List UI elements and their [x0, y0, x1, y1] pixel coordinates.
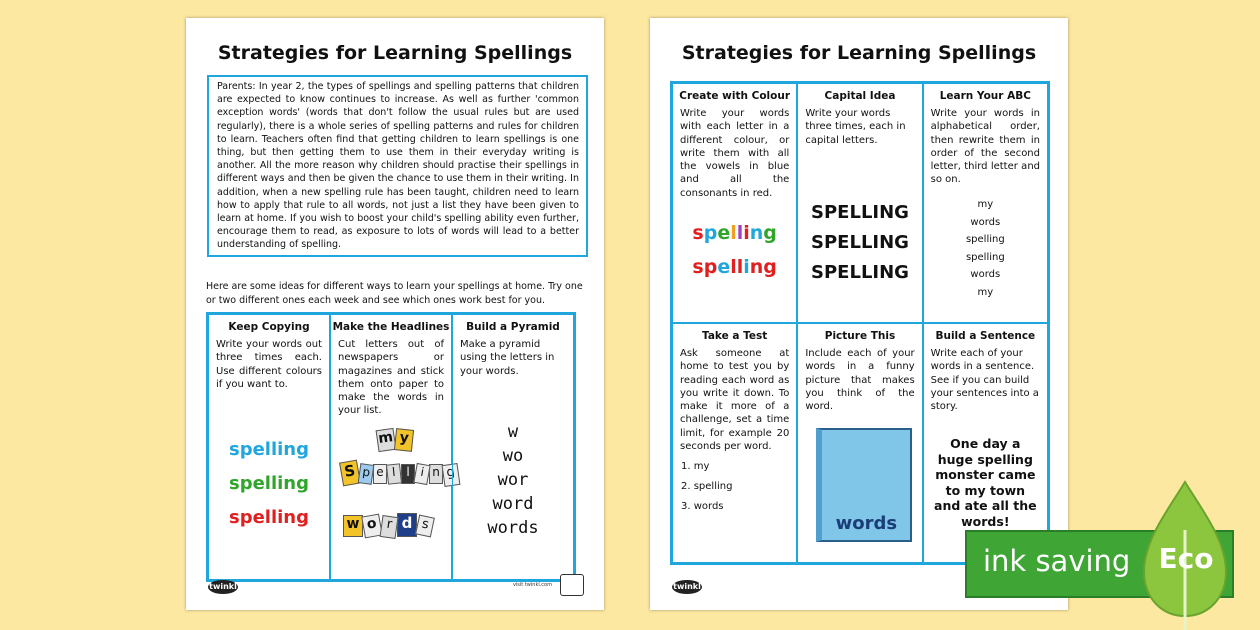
cutout-letter: g [442, 463, 461, 487]
spelling-word: spelling [228, 473, 309, 494]
sentence-text: Write each of your words in a sentence. See if you can build your sentences into a story. [930, 348, 1039, 413]
ideas-paragraph: Here are some ideas for different ways to learn your spellings at home. Try one or two different ones each week and see which ones work best for you. [206, 281, 583, 306]
cutout-letter: w [343, 515, 363, 537]
rainbow-letter: i [743, 222, 750, 244]
capital-idea-cell [797, 83, 922, 323]
rainbow-letter: l [730, 222, 737, 244]
pyramid-row: wor [497, 470, 529, 490]
strategies-grid-2 [670, 81, 1050, 565]
pyramid-text: Make a pyramid using the letters in your words. [460, 339, 555, 377]
pyramid-row: words [487, 518, 539, 538]
vowel-consonant-spelling-word [673, 256, 796, 278]
book-illustration [816, 428, 912, 542]
vc-letter: n [749, 256, 764, 278]
vc-letter: s [692, 256, 704, 278]
abc-word: words [970, 216, 1001, 228]
keep-copying-cell [208, 314, 330, 580]
cutout-letter: d [397, 513, 417, 537]
spelling-word: spelling [228, 507, 309, 528]
capital-text: Write your words three times, each in capital letters. [805, 108, 906, 146]
rainbow-spelling-word [673, 222, 796, 244]
capital-word: SPELLING [811, 232, 909, 253]
cutout-letter: s [415, 515, 435, 538]
worksheet-page-1 [186, 18, 604, 610]
rainbow-letter: s [692, 222, 704, 244]
test-list-item: 3. words [681, 501, 724, 513]
rainbow-letter: g [763, 222, 777, 244]
abc-heading: Learn Your ABC [939, 90, 1031, 102]
test-list-item: 1. my [681, 461, 710, 473]
build-a-sentence-cell [923, 323, 1048, 563]
page-title: Strategies for Learning Spellings [681, 42, 1037, 64]
cutout-letter: y [394, 428, 414, 452]
worksheet-page-2 [650, 18, 1068, 610]
vc-letter: l [730, 256, 737, 278]
abc-word: my [977, 199, 994, 210]
cutout-letter: S [339, 460, 361, 487]
test-list-item: 2. spelling [681, 481, 733, 493]
vc-letter: l [736, 256, 744, 278]
cutout-letter: m [376, 428, 397, 452]
test-text: Ask someone at home to test you by reading each word as you write it down. To make it more of a challenge, set a time limit, for example 20 seconds per word. [680, 348, 790, 453]
sentence-heading: Build a Sentence [935, 330, 1036, 342]
cutout-letter: n [429, 464, 443, 484]
spelling-word: spelling [228, 439, 309, 460]
rainbow-letter: e [717, 222, 731, 244]
vc-letter: i [743, 256, 750, 278]
picture-text: Include each of your words in a funny picture that makes you think of the word. [805, 348, 915, 413]
pyramid-row: wo [502, 446, 524, 466]
colour-text: Write your words with each letter in a different colour, or write them with all the vowels in blue and all the consonants in red. [680, 108, 790, 199]
vc-letter: p [703, 256, 718, 278]
strategies-grid-1 [206, 312, 576, 582]
visit-website-text: visit twinkl.com [512, 582, 552, 588]
test-heading: Take a Test [702, 330, 768, 342]
book-title: words [835, 513, 898, 534]
twinkl-logo: twinkl [208, 580, 238, 594]
take-a-test-cell [672, 323, 797, 563]
cutout-letter: l [386, 463, 402, 484]
keep-copying-heading: Keep Copying [228, 321, 310, 333]
learn-your-abc-cell [923, 83, 1048, 323]
keep-copying-text: Write your words out three times each. Use different colours if you want to. [216, 339, 322, 390]
rainbow-letter: l [736, 222, 744, 244]
page-title: Strategies for Learning Spellings [217, 42, 573, 64]
picture-this-cell [797, 323, 922, 563]
capital-heading: Capital Idea [824, 90, 896, 102]
capital-word: SPELLING [811, 202, 909, 223]
abc-word: words [970, 269, 1001, 280]
cutout-letter: l [401, 464, 415, 484]
newspaper-letters-illustration [337, 427, 456, 567]
capital-word: SPELLING [811, 262, 909, 283]
abc-word: spelling [965, 251, 1005, 263]
cutout-letter: o [361, 514, 383, 539]
abc-word: spelling [965, 234, 1005, 245]
eco-badge-text: Eco [1158, 542, 1214, 575]
make-the-headlines-cell [330, 314, 456, 580]
cutout-letter: i [413, 463, 430, 485]
abc-text: Write your words in alphabetical order, then rewrite them in order of the second letter, third letter and so on. [930, 108, 1040, 186]
vc-letter: e [717, 256, 731, 278]
build-a-pyramid-cell [452, 314, 574, 580]
cutout-letter: p [358, 463, 375, 485]
pyramid-heading: Build a Pyramid [466, 321, 560, 333]
cutout-letter: r [380, 515, 399, 539]
headlines-heading: Make the Headlines [332, 321, 450, 333]
abc-word: my [977, 286, 994, 298]
twinkl-logo: twinkl [672, 580, 702, 594]
cutout-letter: e [373, 464, 387, 484]
ink-saving-label: ink saving [983, 544, 1131, 578]
rainbow-letter: p [703, 222, 718, 244]
vc-letter: g [763, 256, 777, 278]
colour-heading: Create with Colour [679, 90, 791, 102]
parents-intro-box: Parents: In year 2, the types of spellings and spelling patterns that children are expected to know continues to increase. As well as further 'common exception words' (words that don't follow the usual rules but are used regularly), there is a whole series of spelling patterns and rules for children to learn. Teachers often find that getting children to learn spellings is one thing, but then getting them to use them in their everyday writing is another. All the more reason why children should practise their spellings in different ways and then be given the chance to use them in their writing. In addition, when a new spelling rule has been taught, children need to learn how to apply that rule to all words, not just a list they have been given to learn at home. If you wish to boost your child's spelling ability even further, encourage them to read, as exposure to lots of words will lead to a better understanding of spelling. [207, 75, 588, 257]
pyramid-row: word [492, 494, 534, 514]
headlines-text: Cut letters out of newspapers or magazines and stick them onto paper to make the words in your list. [338, 339, 444, 417]
create-with-colour-cell [672, 83, 797, 323]
quality-stamp-icon [560, 574, 584, 596]
picture-heading: Picture This [824, 330, 896, 342]
story-sentence: One day a huge spelling monster came to my town and ate all the words! [934, 436, 1037, 529]
pyramid-row: w [507, 422, 519, 442]
rainbow-letter: n [749, 222, 764, 244]
